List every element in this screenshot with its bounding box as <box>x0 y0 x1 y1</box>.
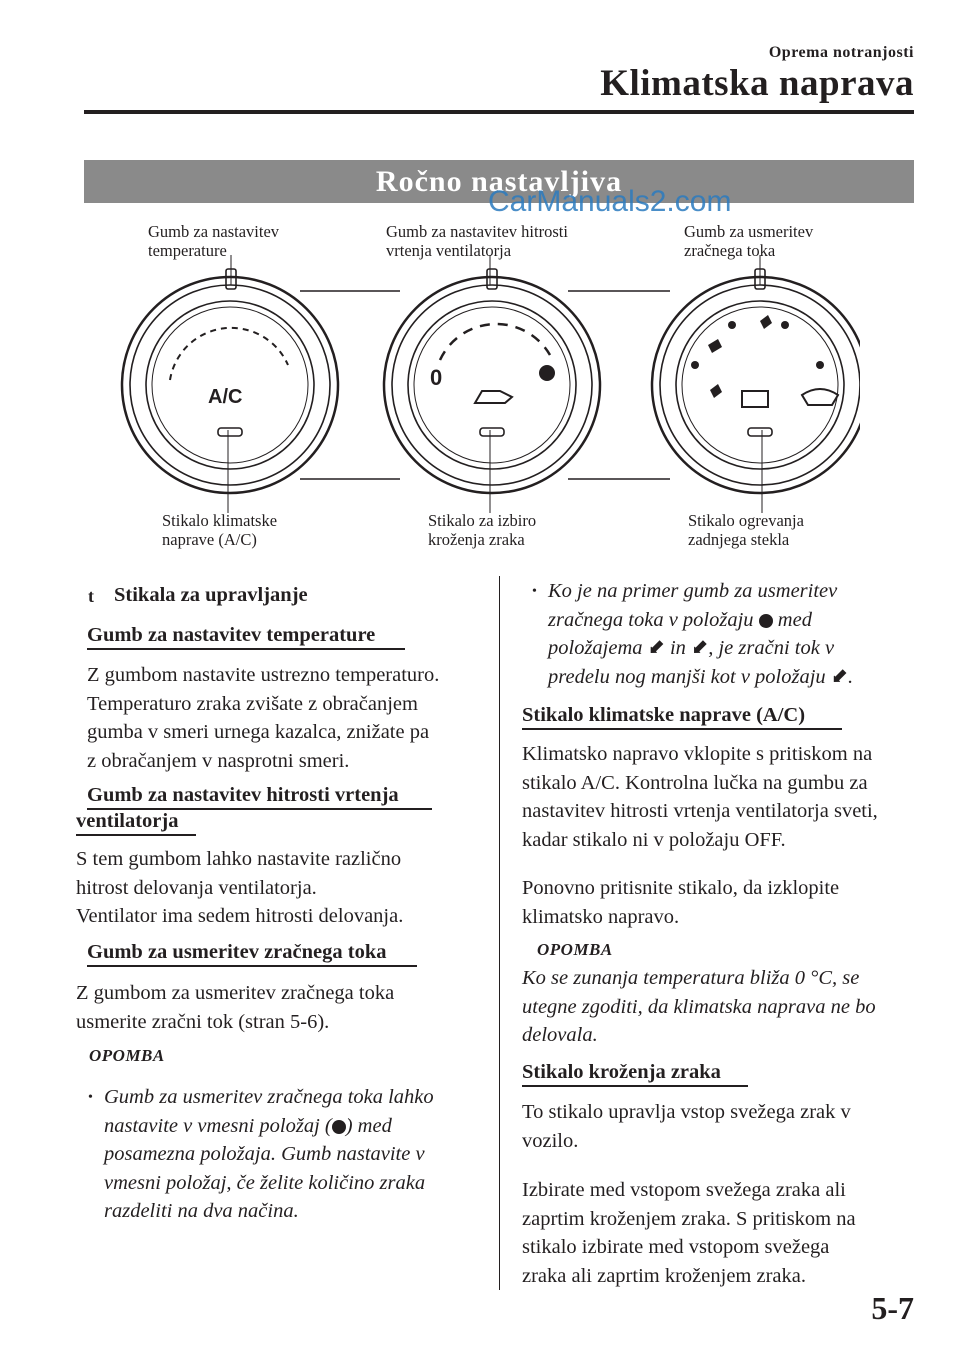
paragraph-fan: S tem gumbom lahko nastavite različno hitrost delovanja ventilatorja. Ventilator ima sedem hitrosti delovanja. <box>76 848 404 927</box>
heading-temperature: Gumb za nastavitev temperature <box>87 624 376 646</box>
label-ac-switch: Stikalo klimatske naprave (A/C) <box>162 511 278 549</box>
paragraph-ac-off: Ponovno pritisnite stikalo, da izklopite klimatsko napravo. <box>522 877 840 928</box>
floor-vent-icon: ⬋ <box>830 665 848 688</box>
note-temperature: Ko se zunanja temperatura bliža 0 °C, se utegne zgoditi, da klimatska naprava ne bo delovala. <box>522 967 876 1046</box>
heading-fan-line1: Gumb za nastavitev hitrosti vrtenja <box>87 784 399 806</box>
header-rule <box>84 110 914 114</box>
header-section: Oprema notranjosti <box>768 44 914 61</box>
page-title: Klimatska naprava <box>600 63 914 104</box>
section-bullet-icon: t <box>88 586 94 606</box>
paragraph-temperature: Z gumbom nastavite ustrezno temperaturo. Temperaturo zraka zvišate z obračanjem gumba v smeri urnega kazalca, znižate pa z obračanjem v nasprotni smeri. <box>87 664 440 772</box>
note-intermediate-position: Gumb za usmeritev zračnega toka lahko nastavite v vmesni položaj ( ) med posamezna položaja. Gumb nastavite v vmesni položaj, če želite količino zraka razdeliti na dva načina. <box>104 1086 434 1222</box>
paragraph-recirculation-detail: Izbirate med vstopom svežega zraka ali zaprtim kroženjem zraka. S pritiskom na stikalo izbirate med vstopom svežega zraka ali zaprtim kroženjem zraka. <box>522 1179 856 1287</box>
section-title: Stikala za upravljanje <box>114 584 308 606</box>
intermediate-position-icon <box>759 614 773 628</box>
section-banner: Ročno nastavljiva <box>84 160 914 203</box>
label-recirc-switch: Stikalo za izbiro kroženja zraka <box>428 511 537 549</box>
label-fan-knob: Gumb za nastavitev hitrosti vrtenja ventilatorja <box>386 222 568 260</box>
watermark: CarManuals2.com <box>488 185 732 218</box>
heading-underline <box>87 648 405 650</box>
airflow-knob <box>652 269 860 493</box>
column-divider <box>499 576 500 1290</box>
heading-ac-switch: Stikalo klimatske naprave (A/C) <box>522 704 806 726</box>
intermediate-position-icon <box>332 1120 346 1134</box>
paragraph-recirculation: To stikalo upravlja vstop svežega zrak v vozilo. <box>522 1101 851 1152</box>
label-temperature-knob: Gumb za nastavitev temperature <box>148 222 280 260</box>
label-rear-defrost-switch: Stikalo ogrevanja zadnjega stekla <box>688 511 804 549</box>
paragraph-ac-switch: Klimatsko napravo vklopite s pritiskom na stikalo A/C. Kontrolna lučka na gumbu za nastavitev hitrosti vrtenja ventilatorja sveti, kadar stikalo ni v položaju OFF. <box>522 743 878 851</box>
ac-label: A/C <box>208 386 243 408</box>
bullet-dot: • <box>532 584 537 599</box>
control-panel-illustration <box>110 255 860 515</box>
heading-fan-line2: ventilatorja <box>76 810 179 832</box>
temperature-knob <box>122 269 338 493</box>
heading-airflow: Gumb za usmeritev zračnega toka <box>87 941 387 963</box>
bullet-dot: • <box>88 1090 93 1105</box>
heading-recirculation: Stikalo kroženja zraka <box>522 1061 721 1083</box>
note-heading: OPOMBA <box>89 1046 165 1065</box>
heading-underline <box>522 728 842 730</box>
fan-knob <box>384 269 600 493</box>
note-heading: OPOMBA <box>537 940 613 959</box>
floor-vent-icon: ⬋ <box>647 637 665 659</box>
label-airflow-knob: Gumb za usmeritev zračnega toka <box>684 222 814 260</box>
note-example: Ko je na primer gumb za usmeritev zračnega toka v položaju med položajema ⬋ in ⬋, je zračni tok v predelu nog manjši kot v položaju ⬋. <box>548 580 854 688</box>
floor-defrost-icon: ⬋ <box>691 637 709 659</box>
fan-zero-label: 0 <box>430 365 443 390</box>
heading-underline <box>76 834 196 836</box>
heading-underline <box>87 965 417 967</box>
paragraph-airflow: Z gumbom za usmeritev zračnega toka usmerite zračni tok (stran 5-6). <box>76 982 395 1033</box>
page-number: 5-7 <box>871 1290 914 1326</box>
heading-underline <box>522 1085 748 1087</box>
